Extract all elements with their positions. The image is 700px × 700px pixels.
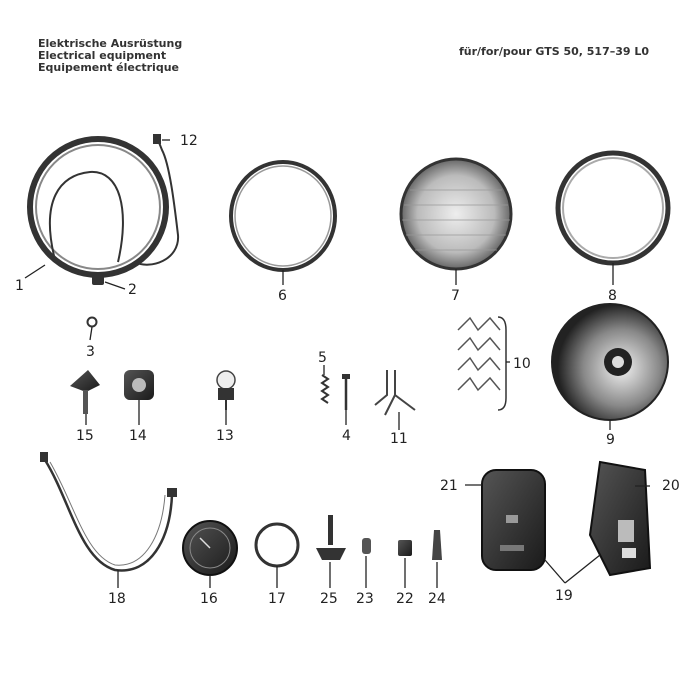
part-label-11: 11 — [390, 431, 408, 447]
title-line-fr: Equipement électrique — [38, 61, 179, 74]
part-label-14: 14 — [129, 428, 147, 444]
model-label: für/for/pour GTS 50, 517–39 L0 — [459, 45, 650, 58]
part-label-4: 4 — [342, 428, 351, 444]
title-line-en: Electrical equipment — [38, 49, 167, 62]
part-label-5: 5 — [318, 350, 327, 366]
part-label-9: 9 — [606, 432, 615, 448]
chrome-rim — [558, 153, 668, 263]
part-label-17: 17 — [268, 591, 286, 607]
bolt — [342, 374, 350, 410]
part-label-19: 19 — [555, 588, 573, 604]
part-label-2: 2 — [128, 282, 137, 298]
wire-bracket — [375, 370, 415, 415]
part-label-7: 7 — [451, 288, 460, 304]
light-switch — [124, 370, 154, 400]
speedometer — [183, 521, 237, 575]
headlamp-housing — [30, 134, 178, 275]
connector — [432, 530, 442, 560]
part-label-15: 15 — [76, 428, 94, 444]
bulb-holder — [217, 371, 235, 410]
part-label-21: 21 — [440, 478, 458, 494]
part-label-3: 3 — [86, 344, 95, 360]
part-label-13: 13 — [216, 428, 234, 444]
part-label-22: 22 — [396, 591, 414, 607]
small-bulb — [362, 538, 371, 554]
headlamp-lens — [401, 159, 511, 269]
part-label-8: 8 — [608, 288, 617, 304]
tail-lamp-cover — [482, 470, 545, 570]
spring — [322, 375, 328, 403]
part-label-25: 25 — [320, 591, 338, 607]
bulb-socket — [316, 515, 346, 560]
part-label-20: 20 — [662, 478, 680, 494]
part-label-23: 23 — [356, 591, 374, 607]
reflector — [552, 304, 668, 420]
part-label-6: 6 — [278, 288, 287, 304]
part-label-1: 1 — [15, 278, 24, 294]
fuse-holder — [398, 540, 412, 556]
part-label-16: 16 — [200, 591, 218, 607]
cable-clamp — [92, 275, 104, 285]
o-ring — [256, 524, 298, 566]
part-label-10: 10 — [513, 356, 531, 372]
tail-lamp — [590, 462, 650, 575]
title-line-de: Elektrische Ausrüstung — [38, 37, 183, 50]
switch-lever — [70, 370, 100, 414]
part-label-12: 12 — [180, 133, 198, 149]
part-label-18: 18 — [108, 591, 126, 607]
part-label-24: 24 — [428, 591, 446, 607]
screw — [88, 318, 97, 327]
speedometer-cable — [40, 452, 177, 570]
retaining-springs — [458, 317, 506, 410]
sealing-ring — [231, 162, 335, 270]
